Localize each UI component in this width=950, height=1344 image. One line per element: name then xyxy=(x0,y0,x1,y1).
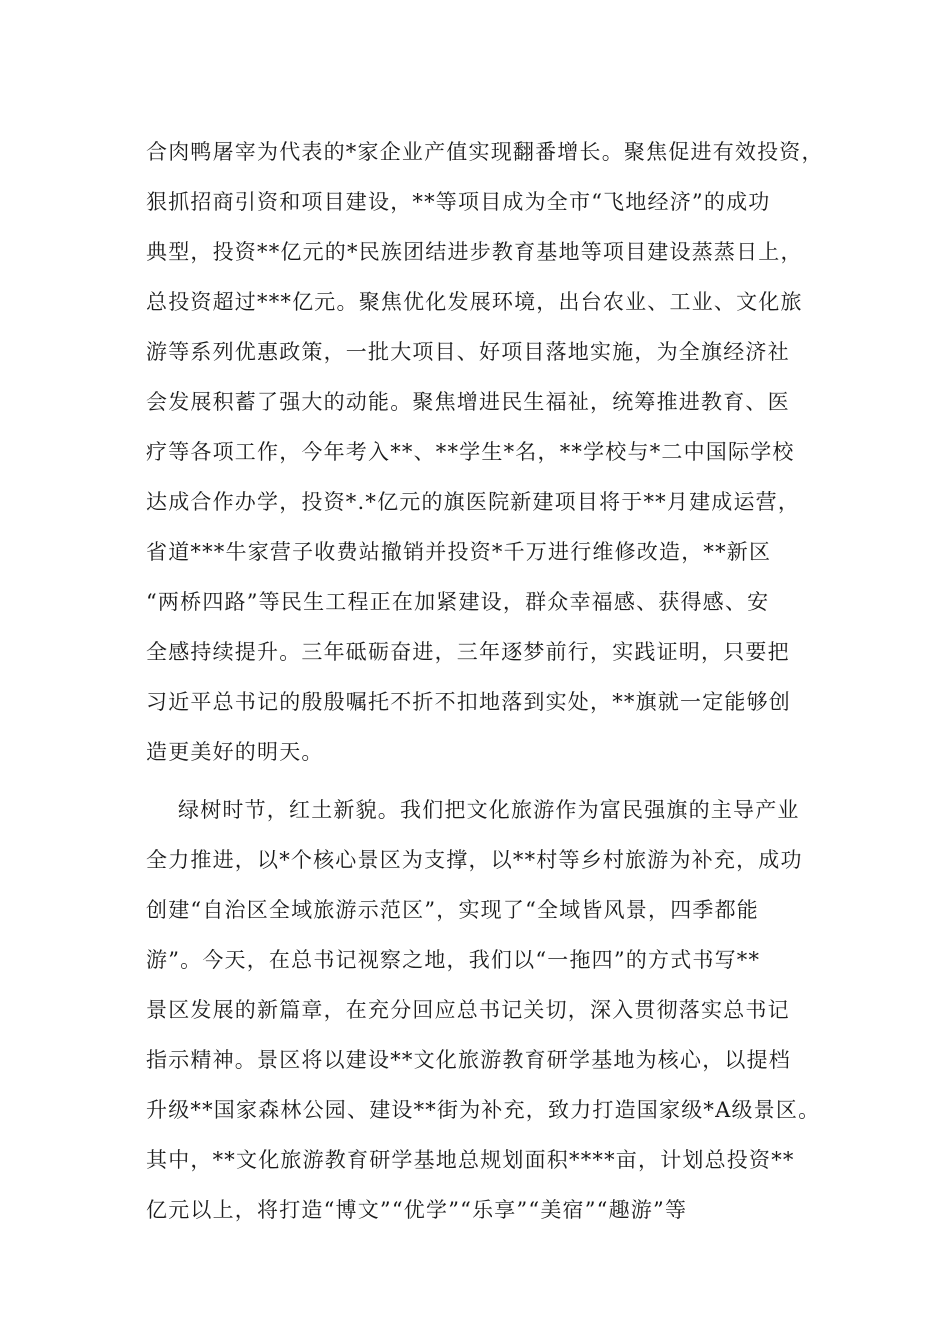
text-line: 亿元以上，将打造“博文”“优学”“乐享”“美宿”“趣游”等 xyxy=(146,1198,688,1222)
text-line: 造更美好的明天。 xyxy=(146,740,324,764)
text-line: 习近平总书记的殷殷嘱托不折不扣地落到实处，**旗就一定能够创 xyxy=(146,690,791,714)
text-line: 游等系列优惠政策，一批大项目、好项目落地实施，为全旗经济社 xyxy=(146,340,790,364)
text-line: 狠抓招商引资和项目建设，**等项目成为全市“飞地经济”的成功 xyxy=(146,190,771,214)
text-line: 合肉鸭屠宰为代表的*家企业产值实现翻番增长。聚焦促进有效投资， xyxy=(146,140,824,164)
text-line: 疗等各项工作，今年考入**、**学生*名，**学校与*二中国际学校 xyxy=(146,440,795,464)
text-line: 达成合作办学，投资*.*亿元的旗医院新建项目将于**月建成运营， xyxy=(146,490,801,514)
text-line: 景区发展的新篇章，在充分回应总书记关切，深入贯彻落实总书记 xyxy=(146,998,790,1022)
text-line: 全力推进，以*个核心景区为支撑，以**村等乡村旅游为补充，成功 xyxy=(146,848,803,872)
text-line: 省道***牛家营子收费站撤销并投资*千万进行维修改造，**新区 xyxy=(146,540,772,564)
text-line: “两桥四路”等民生工程正在加紧建设，群众幸福感、获得感、安 xyxy=(146,590,770,614)
paragraph-first-line: 绿树时节，红土新貌。我们把文化旅游作为富民强旗的主导产业 xyxy=(178,798,800,822)
text-line: 升级**国家森林公园、建设**街为补充，致力打造国家级*A级景区。 xyxy=(146,1098,821,1122)
text-line: 全感持续提升。三年砥砺奋进，三年逐梦前行，实践证明，只要把 xyxy=(146,640,790,664)
text-line: 游”。今天，在总书记视察之地，我们以“一拖四”的方式书写** xyxy=(146,948,761,972)
text-line: 会发展积蓄了强大的动能。聚焦增进民生福祉，统筹推进教育、医 xyxy=(146,390,790,414)
text-line: 总投资超过***亿元。聚焦优化发展环境，出台农业、工业、文化旅 xyxy=(146,290,803,314)
text-line: 其中，**文化旅游教育研学基地总规划面积****亩，计划总投资** xyxy=(146,1148,795,1172)
text-line: 创建“自治区全域旅游示范区”，实现了“全域皆风景，四季都能 xyxy=(146,898,760,922)
text-line: 指示精神。景区将以建设**文化旅游教育研学基地为核心，以提档 xyxy=(146,1048,791,1072)
text-line: 典型，投资**亿元的*民族团结进步教育基地等项目建设蒸蒸日上， xyxy=(146,240,803,264)
